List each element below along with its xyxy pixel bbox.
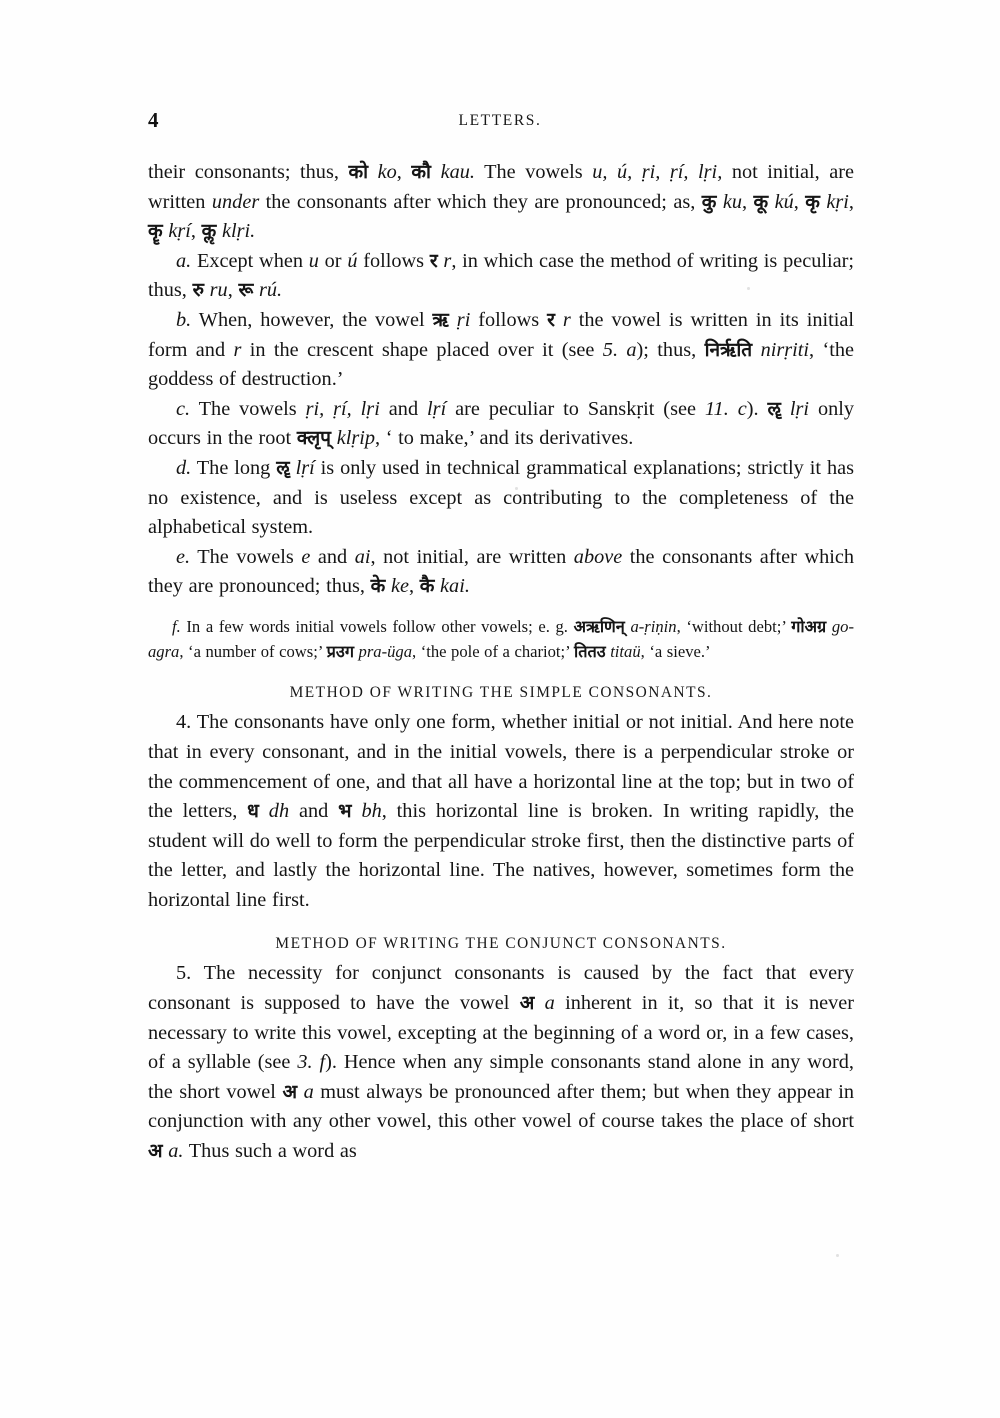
text-run xyxy=(431,161,441,183)
para-5 xyxy=(148,959,854,1166)
devanagari-glyph: रु xyxy=(192,279,204,302)
italic-run: above xyxy=(573,545,623,568)
text-run xyxy=(752,339,760,361)
section-spacer xyxy=(148,664,854,684)
italic-run: e xyxy=(301,545,311,568)
italic-run: d. xyxy=(176,456,192,479)
text-run: , xyxy=(190,220,202,243)
devanagari-glyph: प्रउग xyxy=(326,642,354,662)
running-head-title: LETTERS. xyxy=(458,112,542,129)
text-run: , xyxy=(742,190,754,213)
devanagari-glyph: निर्ऋति xyxy=(704,338,753,361)
text-run: The long xyxy=(191,456,277,479)
text-run: , not initial, are written xyxy=(370,545,574,568)
italic-run: rú. xyxy=(258,279,283,302)
text-run: Thus such a word as xyxy=(183,1140,357,1163)
text-run: The vowels xyxy=(190,397,306,420)
italic-run: klṛi. xyxy=(221,220,256,243)
text-run: The vowels xyxy=(474,161,593,183)
italic-run: bh xyxy=(361,800,382,823)
italic-run: a xyxy=(544,992,555,1015)
devanagari-glyph: भ xyxy=(338,800,352,823)
italic-run: lṛi xyxy=(789,397,809,420)
italic-run: ú xyxy=(347,249,358,272)
italic-run: ke xyxy=(390,575,409,598)
text-run: , ‘a number of cows;’ xyxy=(179,642,327,662)
italic-run: nirṛiti xyxy=(760,338,810,361)
text-run: and xyxy=(310,545,355,568)
devanagari-glyph: क्लृप् xyxy=(296,427,332,450)
text-run: , ‘the pole of a chariot;’ xyxy=(412,642,574,662)
devanagari-glyph: को xyxy=(348,161,369,183)
italic-run: b. xyxy=(176,308,192,331)
para-4 xyxy=(148,708,854,915)
devanagari-glyph: अ xyxy=(148,1140,163,1163)
italic-run: kṛí xyxy=(168,220,191,243)
italic-run: ṛi xyxy=(456,308,471,331)
text-run xyxy=(368,161,378,183)
text-run: the vowel is written in its initial form and xyxy=(148,308,855,361)
paragraph-spacer xyxy=(148,602,854,614)
text-run: , ‘ to make,’ and its derivatives. xyxy=(375,427,634,450)
text-run: the consonants after which they are pronounced; as, xyxy=(259,190,702,213)
italic-run: lṛí xyxy=(427,397,447,420)
text-run: ). Hence when any simple consonants stand alone in any word, the short vowel xyxy=(148,1051,854,1103)
devanagari-glyph: अ xyxy=(282,1080,298,1103)
intro-paragraph-group xyxy=(148,158,854,664)
text-run: or xyxy=(318,249,348,272)
section-simple-consonants-heading: METHOD OF WRITING THE SIMPLE CONSONANTS. xyxy=(289,684,713,702)
italic-run: kṛi xyxy=(826,190,849,213)
devanagari-glyph: कू xyxy=(753,190,769,213)
italic-run: under xyxy=(211,190,260,213)
text-run: , xyxy=(396,161,412,183)
text-run xyxy=(555,309,563,331)
italic-run: ru xyxy=(209,279,228,302)
text-run: , xyxy=(227,279,239,302)
text-run: The vowels xyxy=(190,545,302,568)
text-run xyxy=(352,800,362,822)
devanagari-glyph: ॡ xyxy=(276,456,290,479)
devanagari-glyph: कॢ xyxy=(201,220,217,243)
italic-run: ṛi, ṛí, lṛi xyxy=(305,397,380,420)
italic-run: titaü xyxy=(610,642,641,662)
italic-run: r xyxy=(562,308,571,331)
devanagari-glyph: र xyxy=(429,249,438,272)
devanagari-glyph: कै xyxy=(419,575,435,598)
text-run: 5. The necessity for conjunct consonants is caused by the fact that every consonant is supposed to have the vowel xyxy=(148,962,854,1015)
devanagari-glyph: र xyxy=(547,308,555,331)
text-run xyxy=(259,800,269,822)
para-e xyxy=(148,543,854,602)
text-run xyxy=(781,398,790,420)
devanagari-glyph: कॄ xyxy=(148,220,163,243)
devanagari-glyph: ध xyxy=(247,800,259,823)
italic-run: go-agra xyxy=(148,616,854,662)
italic-run: e. xyxy=(176,545,191,568)
text-run: is only used in technical grammatical explanations; strictly it has no existence, and is useless except as contributing to the completeness of the alphabetical system. xyxy=(148,456,855,539)
text-block xyxy=(148,158,854,1167)
italic-run: a. xyxy=(168,1140,184,1163)
para-c xyxy=(148,395,854,454)
text-run xyxy=(534,992,544,1014)
text-run: ). xyxy=(746,397,768,420)
text-run xyxy=(449,309,457,331)
text-run: 4. The consonants have only one form, whether initial or not initial. And here note that in every consonant, and in the initial vowels, there is a perpendicular stroke or the commencement of one, and that all have a horizontal line at the top; but in two of the letters, xyxy=(148,711,854,823)
devanagari-glyph: तितउ xyxy=(573,642,606,662)
text-run: must always be pronounced after them; but when they appear in conjunction with any other vowel, this other vowel of course takes the place of short xyxy=(148,1080,855,1133)
para-b xyxy=(148,306,854,395)
italic-run: a xyxy=(303,1080,314,1103)
italic-run: pra-üga xyxy=(358,642,413,662)
italic-run: u, ú, ṛi, ṛí, lṛi, xyxy=(592,161,723,183)
italic-run: klṛip xyxy=(336,427,375,450)
text-run: When, however, the vowel xyxy=(191,308,433,331)
italic-run: 11. c xyxy=(704,397,747,420)
italic-run: ko xyxy=(377,161,397,183)
italic-run: lṛí xyxy=(295,456,315,479)
devanagari-glyph: कृ xyxy=(805,190,820,213)
italic-run: a. xyxy=(176,249,192,272)
para-a xyxy=(148,247,854,306)
text-run: in the crescent shape placed over it (see xyxy=(241,338,603,361)
text-run: , in which case the method of writing is peculiar; thus, xyxy=(148,249,855,302)
devanagari-glyph: ऋ xyxy=(432,308,449,331)
running-head xyxy=(148,108,852,138)
text-run: follows xyxy=(470,308,548,331)
italic-run: ai xyxy=(354,545,371,568)
italic-run: kú xyxy=(774,190,794,213)
text-run: are peculiar to Sanskṛit (see xyxy=(446,397,705,420)
text-run: ); thus, xyxy=(636,338,705,361)
text-run: , xyxy=(408,575,420,598)
text-run: not initial, are written xyxy=(148,161,854,213)
section-conjunct-consonants-heading: METHOD OF WRITING THE CONJUNCT CONSONANTS. xyxy=(275,935,727,953)
italic-run: 3. f xyxy=(297,1051,326,1074)
page-number: 4 xyxy=(148,108,159,132)
text-run: their consonants; thus, xyxy=(148,161,349,183)
text-run: In a few words initial vowels follow other vowels; e. g. xyxy=(180,616,574,636)
para-d xyxy=(148,454,854,543)
italic-run: u xyxy=(308,249,319,272)
devanagari-glyph: रू xyxy=(238,279,254,302)
section-spacer xyxy=(148,915,854,935)
italic-run: ku xyxy=(722,190,743,213)
devanagari-glyph: अऋणिन् xyxy=(573,616,625,636)
scan-speck xyxy=(836,1254,839,1257)
text-run: , xyxy=(848,190,854,213)
text-run: , ‘without debt;’ xyxy=(676,616,792,636)
devanagari-glyph: ॡ xyxy=(767,397,781,420)
text-run: the consonants after which they are pronounced; thus, xyxy=(148,545,855,598)
italic-run: dh xyxy=(268,800,290,823)
devanagari-glyph: अ xyxy=(519,992,535,1015)
text-run: inherent in it, so that it is never necessary to write this vowel, excepting at the beginning of a word or, in a few cases, of a syllable (see xyxy=(148,992,854,1074)
text-run: and xyxy=(289,800,339,823)
devanagari-glyph: गोअग्र xyxy=(791,616,827,636)
para-continued xyxy=(148,158,854,247)
text-run: and xyxy=(379,397,428,420)
italic-run: a-ṛiṇin xyxy=(630,616,677,636)
text-run: Except when xyxy=(191,249,309,272)
para-f xyxy=(148,614,854,664)
italic-run: 5. a xyxy=(602,338,637,361)
italic-run: r xyxy=(233,338,242,361)
devanagari-glyph: कौ xyxy=(411,161,431,183)
section-group xyxy=(148,664,854,1166)
text-run: , this horizontal line is broken. In writing rapidly, the student will do well to form the perpendicular stroke first, then the distinctive parts of the letter, and lastly the horizontal line. The natives, however, sometimes form the horizontal line first. xyxy=(148,800,855,911)
text-run: , ‘a sieve.’ xyxy=(640,642,711,662)
text-run: follows xyxy=(357,249,430,272)
text-run: , xyxy=(793,190,806,213)
devanagari-glyph: कु xyxy=(701,190,717,213)
text-run: , ‘the goddess of destruction.’ xyxy=(148,338,855,391)
italic-run: c. xyxy=(176,397,191,420)
italic-run: kau. xyxy=(440,161,475,183)
italic-run: r xyxy=(443,249,452,272)
italic-run: f. xyxy=(172,616,181,636)
text-run: only occurs in the root xyxy=(148,397,855,450)
italic-run: kai. xyxy=(440,575,470,598)
devanagari-glyph: के xyxy=(370,575,386,598)
